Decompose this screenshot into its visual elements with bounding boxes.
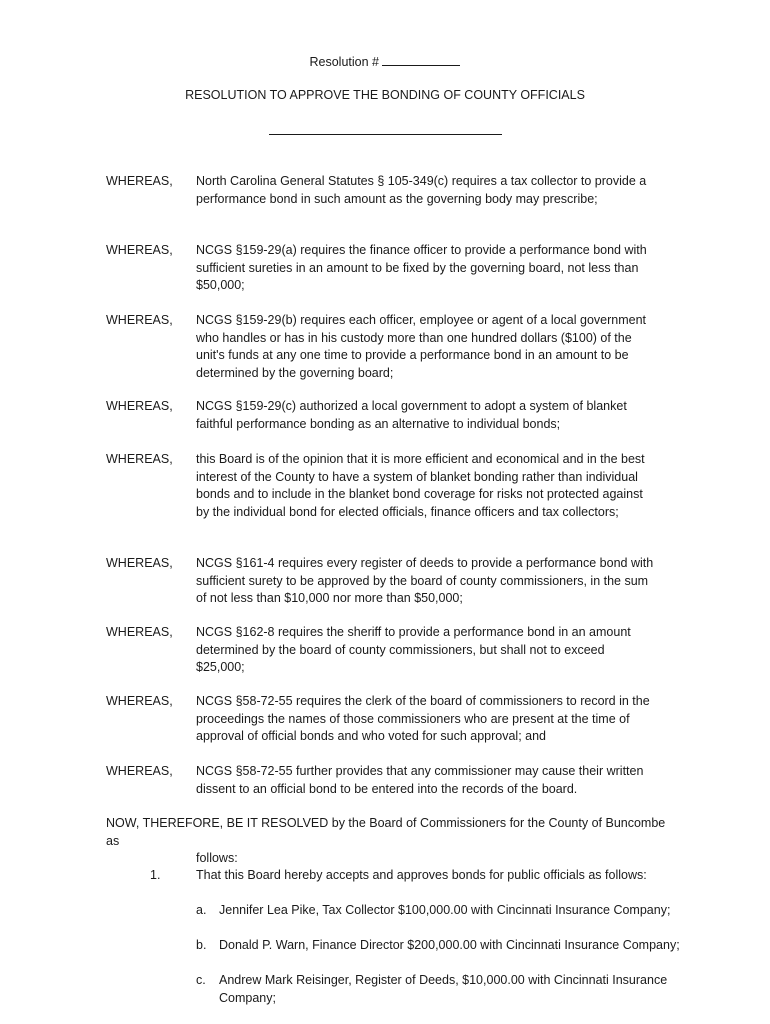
whereas-label: WHEREAS, [106,399,173,413]
resolved-line-1: NOW, THEREFORE, BE IT RESOLVED by the Board of Commissioners for the County of Buncombe as [106,816,666,848]
whereas-text: NCGS §159-29(a) requires the finance officer to provide a performance bond with sufficient sureties in an amount to be fixed by the governing board, not less than $50,000; [196,243,647,292]
resolved-line-2: follows: [196,851,238,865]
sub-item-letter: a. [196,903,207,917]
title-underline-blank [0,122,770,141]
resolution-number-blank [382,52,460,66]
whereas-text: NCGS §159-29(b) requires each officer, employee or agent of a local government who handles or has in his custody more than one hundred dollars ($100) of the unit's funds at any one time to provide a performance bond in an amount to be determined by the governing board; [196,313,647,380]
whereas-label: WHEREAS, [106,243,173,257]
resolved-paragraph [106,815,666,868]
whereas-text: North Carolina General Statutes § 105-349(c) requires a tax collector to provide a performance bond in such amount as the governing body may prescribe; [196,174,647,206]
resolution-number-label: Resolution # [309,55,379,69]
item-number: 1. [150,868,161,882]
sub-item-letter: c. [196,973,206,987]
resolution-number-line [0,52,770,72]
sub-item-text: Jennifer Lea Pike, Tax Collector $100,000.00 with Cincinnati Insurance Company; [219,903,671,917]
whereas-label: WHEREAS, [106,452,173,466]
whereas-text: NCGS §162-8 requires the sheriff to provide a performance bond in an amount determined by the board of county commissioners, but shall not to exceed $25,000; [196,625,631,674]
whereas-text: NCGS §58-72-55 requires the clerk of the board of commissioners to record in the proceedings the names of those commissioners who are present at the time of approval of official bonds and who voted for such approval; and [196,694,650,743]
whereas-label: WHEREAS, [106,764,173,778]
whereas-label: WHEREAS, [106,694,173,708]
whereas-text: NCGS §58-72-55 further provides that any commissioner may cause their written dissent to an official bond to be entered into the records of the board. [196,764,644,796]
sub-item-text: Donald P. Warn, Finance Director $200,000.00 with Cincinnati Insurance Company; [219,938,680,952]
whereas-label: WHEREAS, [106,313,173,327]
whereas-label: WHEREAS, [106,556,173,570]
whereas-label: WHEREAS, [106,174,173,188]
sub-item-text: Andrew Mark Reisinger, Register of Deeds, $10,000.00 with Cincinnati Insurance Company; [219,973,668,1005]
whereas-text: NCGS §161-4 requires every register of deeds to provide a performance bond with sufficient surety to be approved by the board of county commissioners, in the sum of not less than $10,000 nor more than $50,000; [196,556,654,605]
resolution-title: RESOLUTION TO APPROVE THE BONDING OF COUNTY OFFICIALS [185,88,585,102]
whereas-label: WHEREAS, [106,625,173,639]
sub-item-letter: b. [196,938,207,952]
whereas-text: this Board is of the opinion that it is more efficient and economical and in the best interest of the County to have a system of blanket bonding rather than individual bonds and to include in the blanket bond coverage for risks not protected against by the individual bond for elected officials, finance officers and tax collectors; [196,452,645,519]
item-text: That this Board hereby accepts and approves bonds for public officials as follows: [196,868,647,882]
whereas-text: NCGS §159-29(c) authorized a local government to adopt a system of blanket faithful performance bonding as an alternative to individual bonds; [196,399,627,431]
